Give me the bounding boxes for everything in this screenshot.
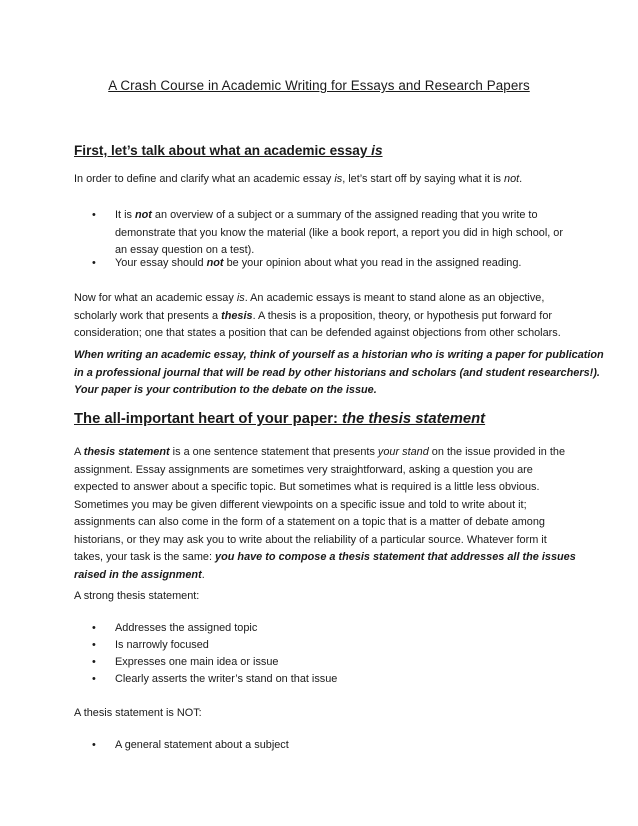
- intro-text-1: In order to define and clarify what an academic essay: [74, 173, 335, 185]
- bullet-text: an overview of a subject or a summary of the assigned reading that you write to: [151, 209, 538, 221]
- para-text: A: [74, 446, 84, 458]
- bullet-icon: •: [92, 656, 96, 668]
- not-thesis-label: [74, 705, 574, 723]
- para-emphasis: is: [236, 292, 245, 304]
- bullet-icon: •: [92, 739, 96, 751]
- list-item-text: Addresses the assigned topic: [115, 622, 258, 634]
- intro-em-not: not: [504, 173, 520, 185]
- para-emphasis: your stand: [377, 446, 429, 458]
- bullet-text: an essay question on a test).: [115, 244, 255, 256]
- section-heading-academic-essay: [74, 143, 383, 158]
- bullet-icon: •: [92, 639, 96, 651]
- heading-emphasis: the thesis statement: [342, 411, 486, 427]
- list-item-text: Expresses one main idea or issue: [115, 656, 279, 668]
- emphasis-line: in a professional journal that will be read by other historians and scholars (and student researchers!).: [74, 366, 600, 379]
- para-text: .: [201, 568, 205, 581]
- para-text: Sometimes you may be given different viewpoints on a specific issue and told to write about it;: [74, 498, 527, 511]
- list-item-text: A general statement about a subject: [115, 739, 289, 751]
- emphasis-paragraph: [74, 347, 604, 400]
- list-label: A thesis statement is NOT:: [74, 707, 202, 719]
- para-emphasis: raised in the assignment: [74, 568, 202, 581]
- heading-emphasis: is: [371, 143, 383, 158]
- bullet-text: Your essay should: [115, 257, 207, 269]
- document-title: A Crash Course in Academic Writing for Essays and Research Papers: [108, 78, 530, 93]
- para-text: scholarly work that presents a: [74, 309, 222, 322]
- bullet-icon: •: [92, 209, 96, 221]
- para-text: takes, your task is the same:: [74, 551, 216, 563]
- para-text: . An academic essays is meant to stand alone as an objective,: [244, 292, 545, 304]
- list-label: A strong thesis statement:: [74, 590, 200, 602]
- thesis-paragraph: [74, 444, 574, 584]
- para-text: . A thesis is a proposition, theory, or hypothesis put forward for: [252, 309, 553, 322]
- bullet-text: be your opinion about what you read in the assigned reading.: [223, 257, 522, 269]
- para-emphasis: thesis: [221, 309, 253, 322]
- intro-em-is: is: [334, 173, 343, 185]
- para-emphasis: thesis statement: [83, 446, 170, 458]
- bullet-text: demonstrate that you know the material (like a book report, a report you did in high school, or: [115, 226, 563, 239]
- bullet-emphasis: not: [206, 257, 224, 269]
- intro-text-2: , let’s start off by saying what it is: [342, 173, 505, 185]
- list-item-text: Clearly asserts the writer’s stand on that issue: [115, 673, 338, 685]
- para-text: Now for what an academic essay: [74, 292, 237, 304]
- para-text: consideration; one that states a position that can be defended against objections from other scholars.: [74, 327, 561, 339]
- para-text: on the issue provided in the: [428, 446, 566, 458]
- definition-paragraph: [74, 290, 574, 343]
- heading-text: The all-important heart of your paper:: [74, 411, 343, 427]
- para-text: assignment. Essay assignments are sometimes very straightforward, asking a question you are: [74, 463, 533, 476]
- bullet-emphasis: not: [134, 209, 152, 221]
- para-text: expected to answer about a specific topic. But sometimes what is required is a little less obvious.: [74, 481, 540, 493]
- para-text: is a one sentence statement that presents: [169, 446, 378, 458]
- strong-thesis-label: [74, 588, 574, 606]
- para-emphasis: you have to compose a thesis statement that addresses all the issues: [215, 551, 576, 563]
- emphasis-line: Your paper is your contribution to the debate on the issue.: [74, 384, 377, 396]
- para-text: assignments can also come in the form of a statement on a topic that is a matter of debate among: [74, 516, 545, 528]
- bullet-icon: •: [92, 673, 96, 685]
- heading-text: First, let’s talk about what an academic essay: [74, 143, 372, 158]
- intro-text-3: .: [519, 173, 523, 185]
- emphasis-line: When writing an academic essay, think of yourself as a historian who is writing a paper for publication: [74, 349, 604, 361]
- section-heading-thesis: [74, 411, 485, 427]
- intro-paragraph: [74, 171, 574, 189]
- para-text: historians, or they may ask you to write about the reliability of a particular source. Whatever form it: [74, 533, 547, 546]
- bullet-icon: •: [92, 257, 96, 269]
- bullet-icon: •: [92, 622, 96, 634]
- list-item-text: Is narrowly focused: [115, 639, 209, 651]
- bullet-text: It is: [115, 209, 135, 221]
